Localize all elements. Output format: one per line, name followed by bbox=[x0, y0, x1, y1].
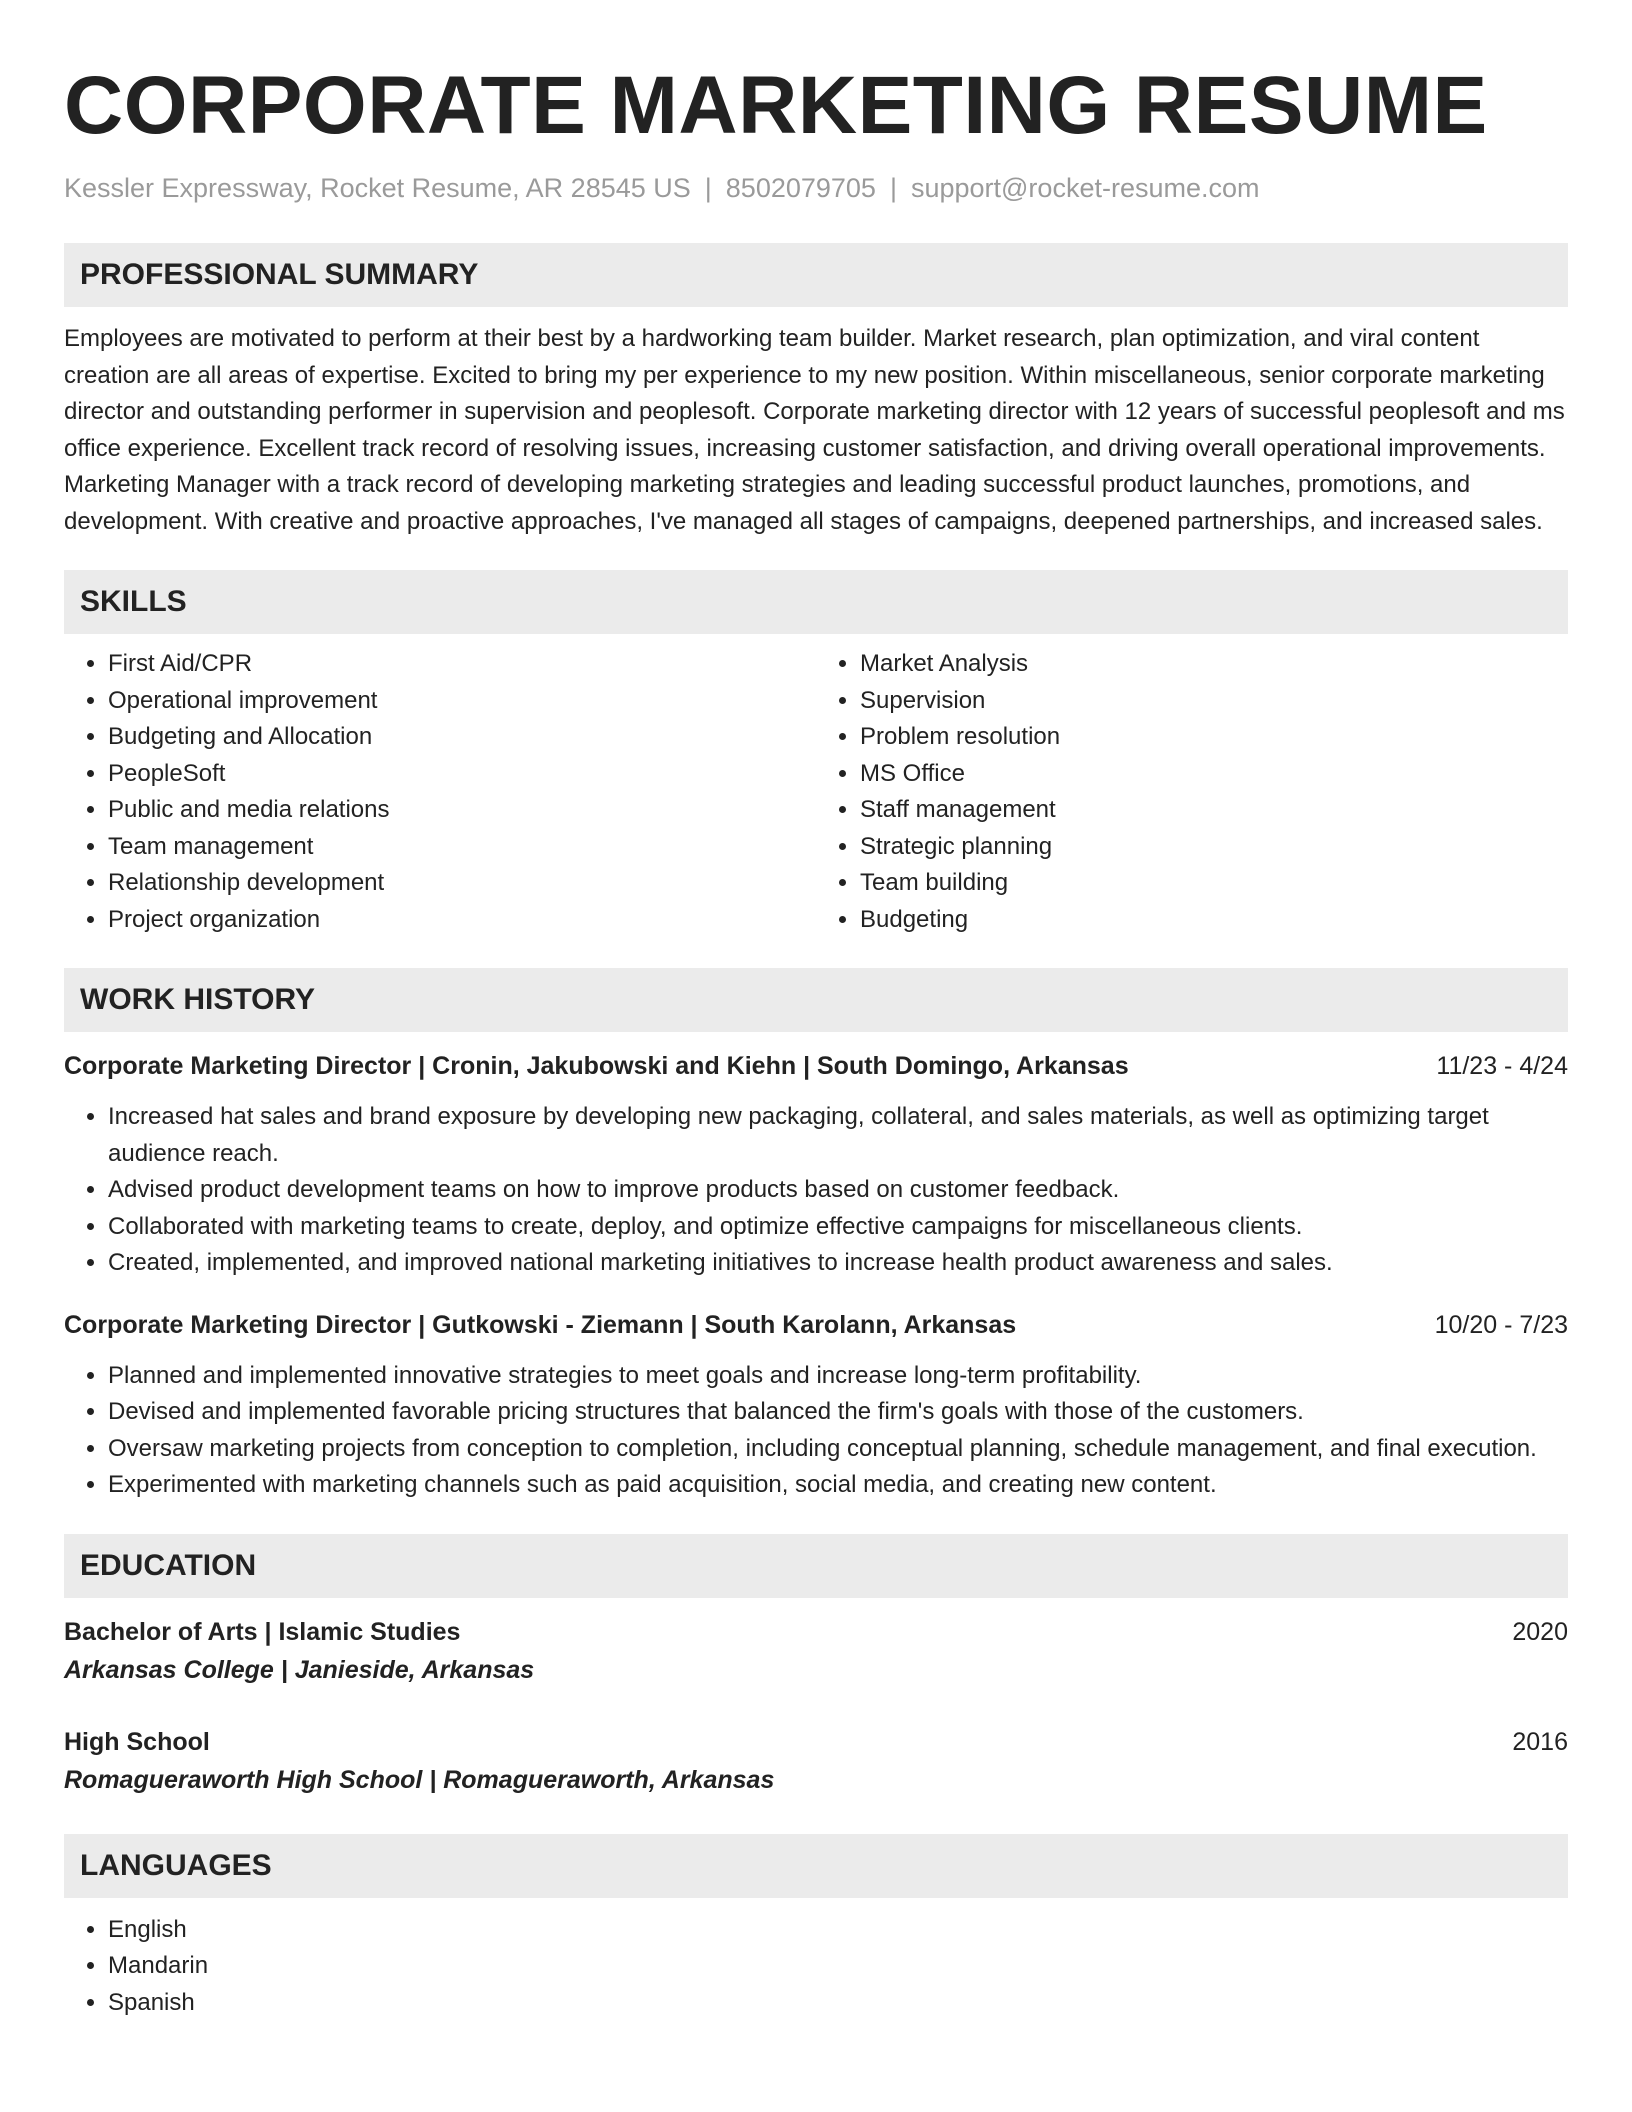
skill-item: • Market Analysis bbox=[860, 646, 1568, 683]
education-heading: EDUCATION bbox=[64, 1534, 1568, 1598]
work-history-heading: WORK HISTORY bbox=[64, 968, 1568, 1032]
skill-item: • Team management bbox=[108, 829, 816, 866]
skill-item: • MS Office bbox=[860, 756, 1568, 793]
contact-separator: | bbox=[889, 173, 897, 203]
skill-item: • Project organization bbox=[108, 902, 816, 939]
language-item: • Spanish bbox=[108, 1985, 1568, 2022]
skills-heading: SKILLS bbox=[64, 570, 1568, 634]
education-school: Arkansas College | Janieside, Arkansas bbox=[64, 1655, 535, 1684]
summary-heading: PROFESSIONAL SUMMARY bbox=[64, 243, 1568, 307]
skill-item: • First Aid/CPR bbox=[108, 646, 816, 683]
language-item: • Mandarin bbox=[108, 1948, 1568, 1985]
education-entry bbox=[64, 1614, 1568, 1688]
job-entry bbox=[64, 1307, 1568, 1504]
languages-heading: LANGUAGES bbox=[64, 1834, 1568, 1898]
job-bullets bbox=[64, 1358, 1568, 1504]
job-bullet: • Increased hat sales and brand exposure by developing new packaging, collateral, and sales materials, as well as optimizing target audience reach. bbox=[108, 1099, 1568, 1172]
summary-text: Employees are motivated to perform at their best by a hardworking team builder. Market research, plan optimization, and viral content creation are all areas of expertise. Excited to bring my per experience to my new position. Within miscellaneous, senior corporate marketing director and outstanding performer in supervision and peoplesoft. Corporate marketing director with 12 years of successful peoplesoft and ms office experience. Excellent track record of resolving issues, increasing customer satisfaction, and driving overall operational improvements. Marketing Manager with a track record of developing marketing strategies and leading successful product launches, promotions, and development. With creative and proactive approaches, I've managed all stages of campaigns, deepened partnerships, and increased sales. bbox=[64, 325, 1565, 535]
contact-email: support@rocket-resume.com bbox=[910, 173, 1260, 203]
skill-item: • Budgeting bbox=[860, 902, 1568, 939]
job-bullet: • Advised product development teams on how to improve products based on customer feedback. bbox=[108, 1172, 1568, 1209]
job-header bbox=[64, 1307, 1568, 1343]
education-year: 2020 bbox=[1512, 1617, 1568, 1646]
skill-item: • PeopleSoft bbox=[108, 756, 816, 793]
job-title: Corporate Marketing Director | Gutkowski - Ziemann | South Karolann, Arkansas bbox=[64, 1310, 1017, 1339]
skill-item: • Public and media relations bbox=[108, 792, 816, 829]
languages-list bbox=[64, 1912, 1568, 2022]
education-header bbox=[64, 1614, 1568, 1650]
job-bullet: • Oversaw marketing projects from conception to completion, including conceptual planning, schedule management, and final execution. bbox=[108, 1431, 1568, 1468]
job-bullet: • Planned and implemented innovative strategies to meet goals and increase long-term profitability. bbox=[108, 1358, 1568, 1395]
education-school: Romagueraworth High School | Romagueraworth, Arkansas bbox=[64, 1765, 775, 1794]
education-degree: High School bbox=[64, 1727, 210, 1756]
contact-line bbox=[64, 170, 1568, 206]
contact-address: Kessler Expressway, Rocket Resume, AR 28545 US bbox=[64, 173, 691, 203]
job-bullet: • Collaborated with marketing teams to create, deploy, and optimize effective campaigns for miscellaneous clients. bbox=[108, 1209, 1568, 1246]
skills-list bbox=[64, 646, 1568, 938]
skill-item: • Budgeting and Allocation bbox=[108, 719, 816, 756]
skill-item: • Relationship development bbox=[108, 865, 816, 902]
job-bullet: • Experimented with marketing channels such as paid acquisition, social media, and creating new content. bbox=[108, 1467, 1568, 1504]
job-entry bbox=[64, 1048, 1568, 1282]
education-degree: Bachelor of Arts | Islamic Studies bbox=[64, 1617, 461, 1646]
skill-item: • Supervision bbox=[860, 683, 1568, 720]
education-entry bbox=[64, 1724, 1568, 1798]
job-header bbox=[64, 1048, 1568, 1084]
language-item: • English bbox=[108, 1912, 1568, 1949]
job-title: Corporate Marketing Director | Cronin, Jakubowski and Kiehn | South Domingo, Arkansas bbox=[64, 1052, 1129, 1080]
resume-title: CORPORATE MARKETING RESUME bbox=[64, 60, 1488, 151]
contact-separator: | bbox=[704, 173, 712, 203]
education-header bbox=[64, 1724, 1568, 1760]
skill-item: • Staff management bbox=[860, 792, 1568, 829]
skill-item: • Operational improvement bbox=[108, 683, 816, 720]
job-bullet: • Devised and implemented favorable pricing structures that balanced the firm's goals with those of the customers. bbox=[108, 1394, 1568, 1431]
job-dates: 11/23 - 4/24 bbox=[1436, 1052, 1568, 1080]
job-bullet: • Created, implemented, and improved national marketing initiatives to increase health product awareness and sales. bbox=[108, 1245, 1568, 1282]
contact-phone: 8502079705 bbox=[725, 173, 876, 203]
skill-item: • Problem resolution bbox=[860, 719, 1568, 756]
education-year: 2016 bbox=[1512, 1727, 1568, 1756]
skill-item: • Strategic planning bbox=[860, 829, 1568, 866]
job-bullets bbox=[64, 1099, 1568, 1282]
job-dates: 10/20 - 7/23 bbox=[1434, 1310, 1568, 1339]
skills-column-left bbox=[64, 646, 816, 938]
skill-item: • Team building bbox=[860, 865, 1568, 902]
skills-column-right bbox=[816, 646, 1568, 938]
